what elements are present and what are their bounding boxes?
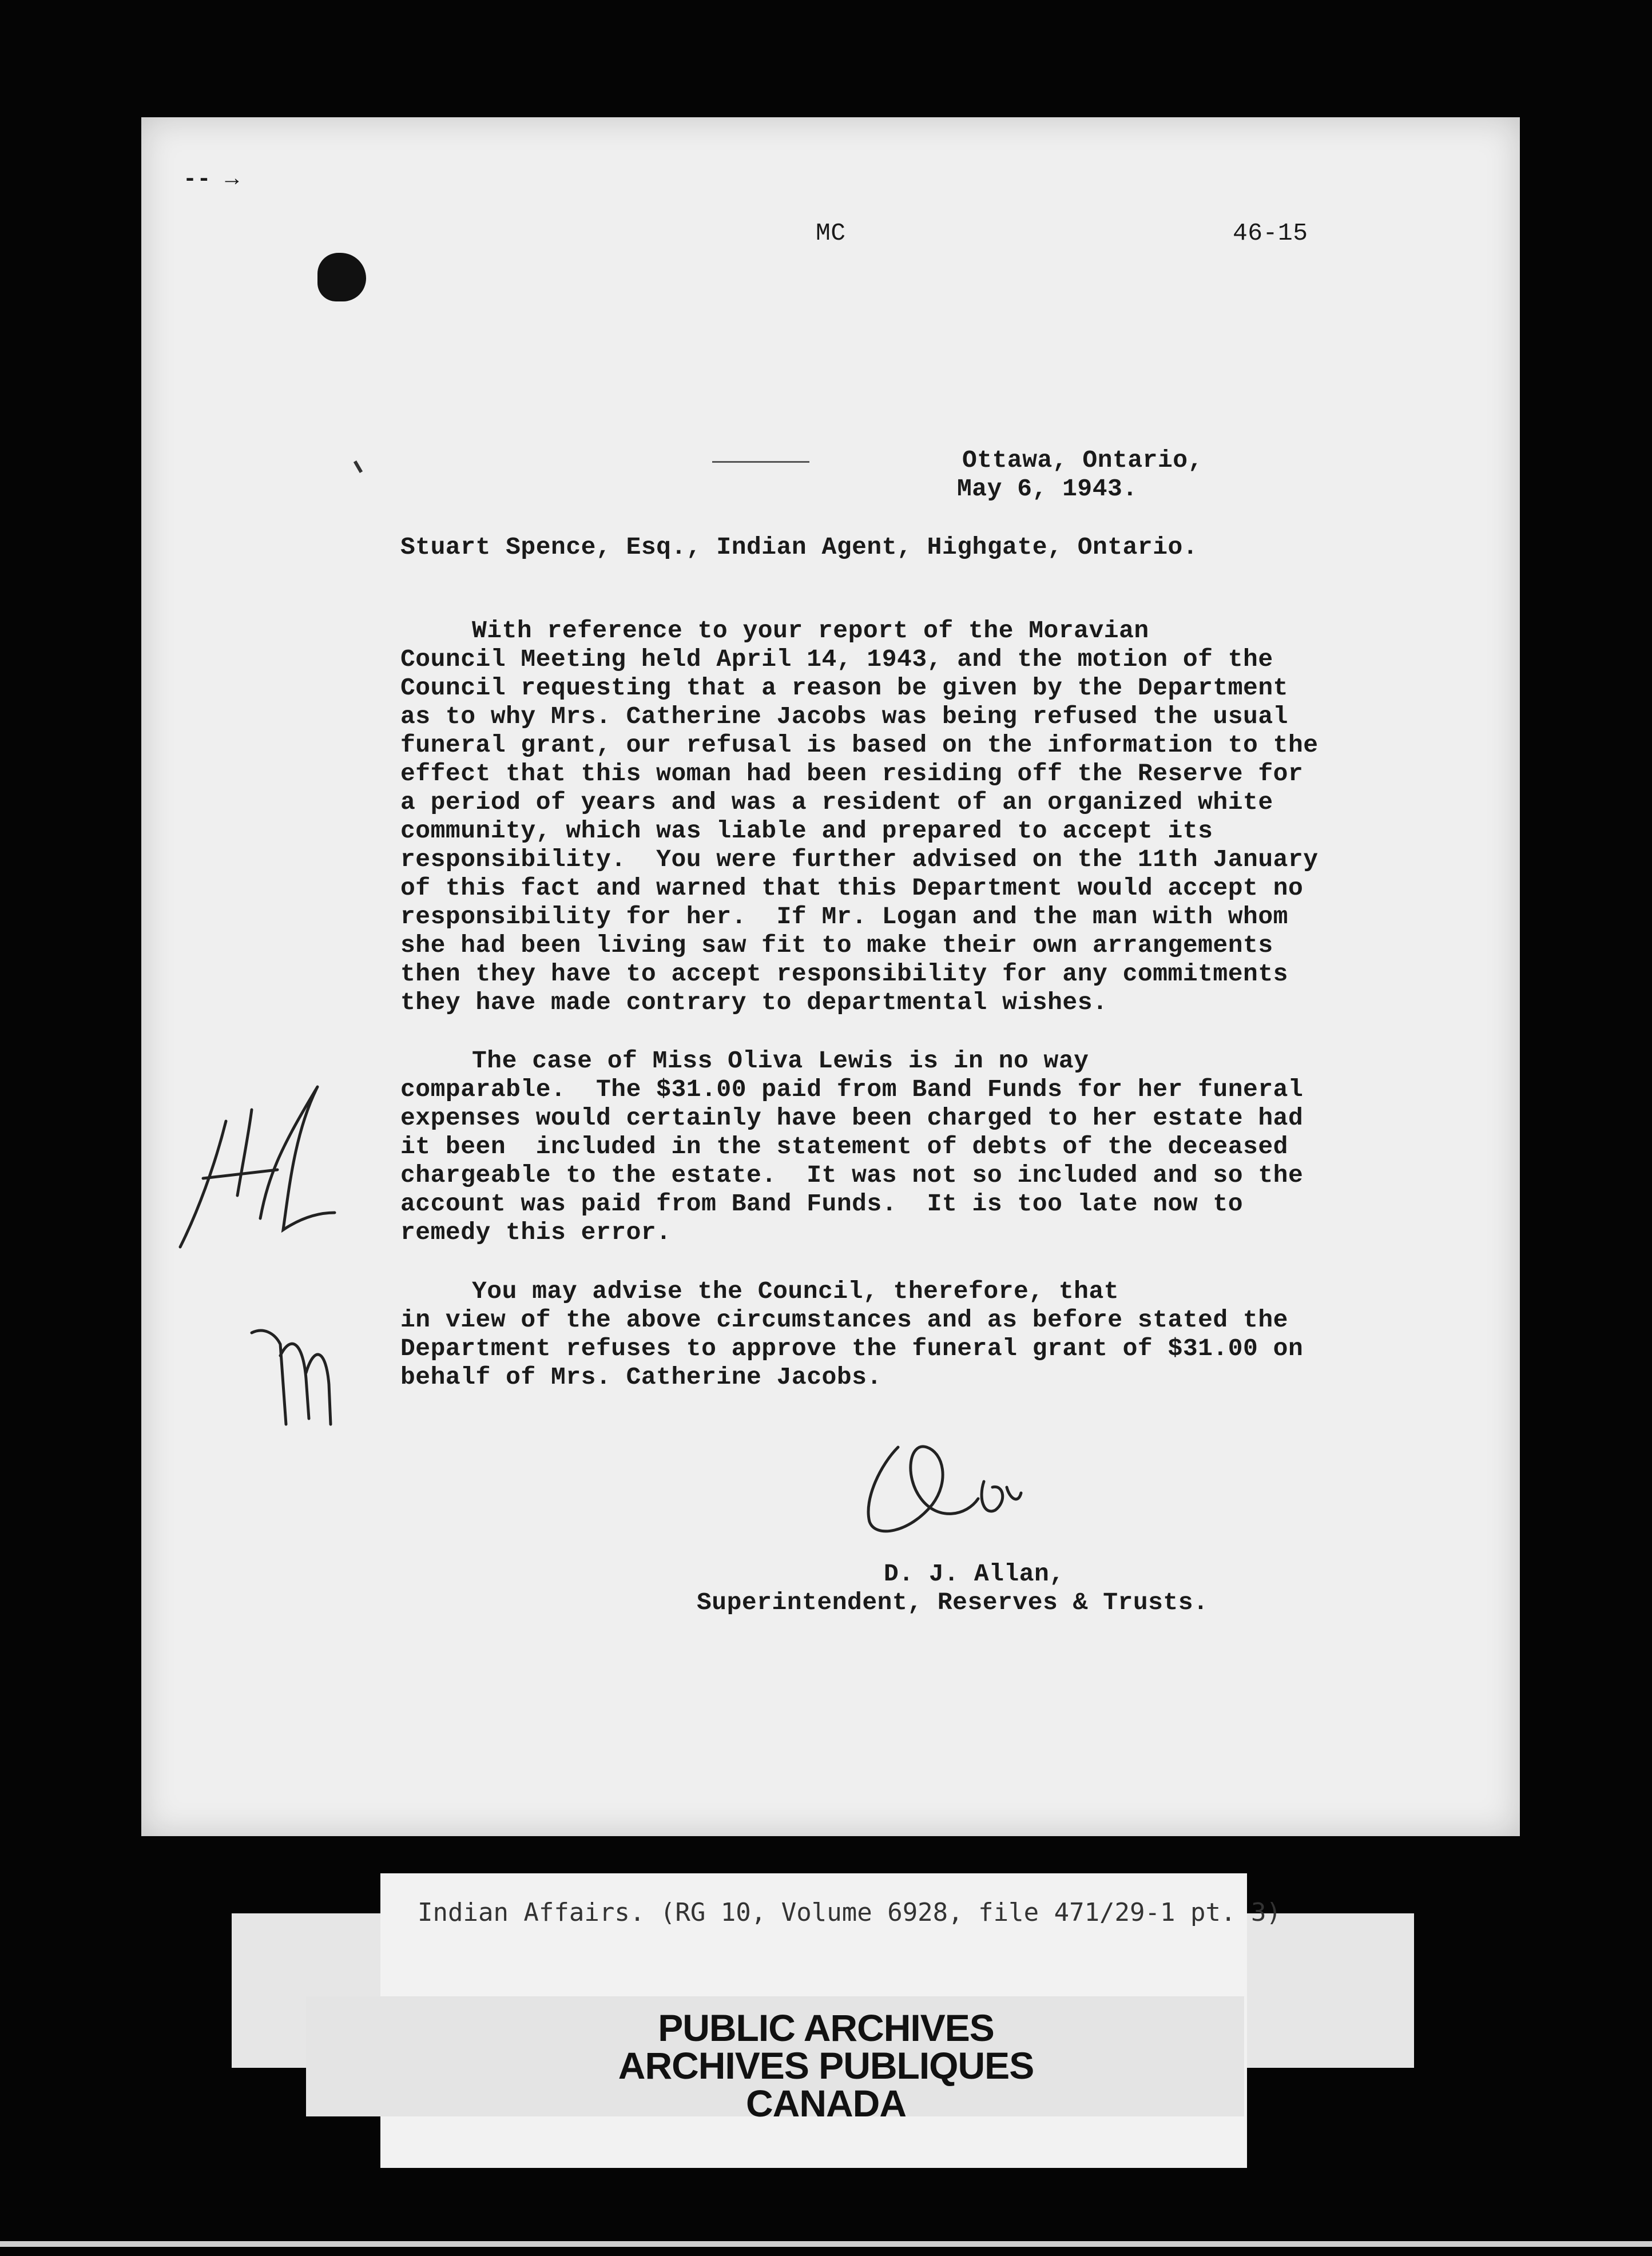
paragraph-line: a period of years and was a resident of an organized white [400,788,1273,816]
paragraph-line: then they have to accept responsibility for any commitments [400,960,1288,988]
archive-stamp-line: ARCHIVES PUBLIQUES [618,2044,1034,2087]
paragraph-line: it been included in the statement of debts of the deceased [400,1133,1288,1161]
letter-date: May 6, 1943. [957,475,1138,503]
body-paragraph [255,1277,1304,1392]
file-number: 46-15 [1233,219,1308,247]
paragraph-line: funeral grant, our refusal is based on the information to the [400,731,1319,759]
margin-arrow-mark: -- → [183,167,240,193]
paragraph-line: With reference to your report of the Moravian [472,617,1149,645]
film-edge-strip [0,2241,1652,2247]
paragraph-line: expenses would certainly have been charged to her estate had [400,1104,1304,1132]
paragraph-line: behalf of Mrs. Catherine Jacobs. [400,1363,882,1391]
paragraph-line: they have made contrary to departmental wishes. [400,988,1108,1016]
paragraph-line: Department refuses to approve the funeral grant of $31.00 on [400,1334,1304,1363]
paragraph-line: effect that this woman had been residing off the Reserve for [400,760,1304,788]
paragraph-line: Council requesting that a reason be given by the Department [400,674,1288,702]
scan-dust-mark [712,461,809,463]
ink-blot [317,253,366,301]
paragraph-line: Council Meeting held April 14, 1943, and the motion of the [400,645,1273,673]
addressee-line: Stuart Spence, Esq., Indian Agent, Highgate, Ontario. [400,533,1198,561]
archive-stamp-line: PUBLIC ARCHIVES [658,2007,994,2049]
paragraph-line: she had been living saw fit to make their own arrangements [400,931,1273,959]
letter-place: Ottawa, Ontario, [962,446,1203,474]
paragraph-line: of this fact and warned that this Department would accept no [400,874,1304,902]
paragraph-line: in view of the above circumstances and as before stated the [400,1306,1288,1334]
paragraph-line: You may advise the Council, therefore, that [472,1277,1119,1305]
paragraph-line: community, which was liable and prepared to accept its [400,817,1213,845]
paragraph-line: responsibility. You were further advised on the 11th January [400,845,1319,873]
paragraph-line: chargeable to the estate. It was not so included and so the [400,1161,1304,1189]
paragraph-line: The case of Miss Oliva Lewis is in no way [472,1047,1089,1075]
paragraph-line: as to why Mrs. Catherine Jacobs was being refused the usual [400,702,1288,730]
signatory-title: Superintendent, Reserves & Trusts. [697,1588,1209,1616]
paragraph-line: responsibility for her. If Mr. Logan and the man with whom [400,903,1288,931]
archive-stamp-line: CANADA [746,2082,906,2124]
handwritten-signature [847,1430,1030,1550]
signatory-name: D. J. Allan, [884,1560,1065,1588]
body-paragraph [255,617,1319,1017]
archive-citation: Indian Affairs. (RG 10, Volume 6928, file 471/29-1 pt. 3) [418,1898,1281,1927]
paragraph-line: comparable. The $31.00 paid from Band Funds for her funeral [400,1075,1304,1103]
paragraph-line: remedy this error. [400,1218,672,1246]
file-initials: MC [816,219,846,247]
paragraph-line: account was paid from Band Funds. It is too late now to [400,1190,1244,1218]
handwritten-initials-mark [146,1075,352,1264]
handwritten-m-initial-mark [240,1310,343,1436]
body-paragraph [255,1047,1304,1247]
